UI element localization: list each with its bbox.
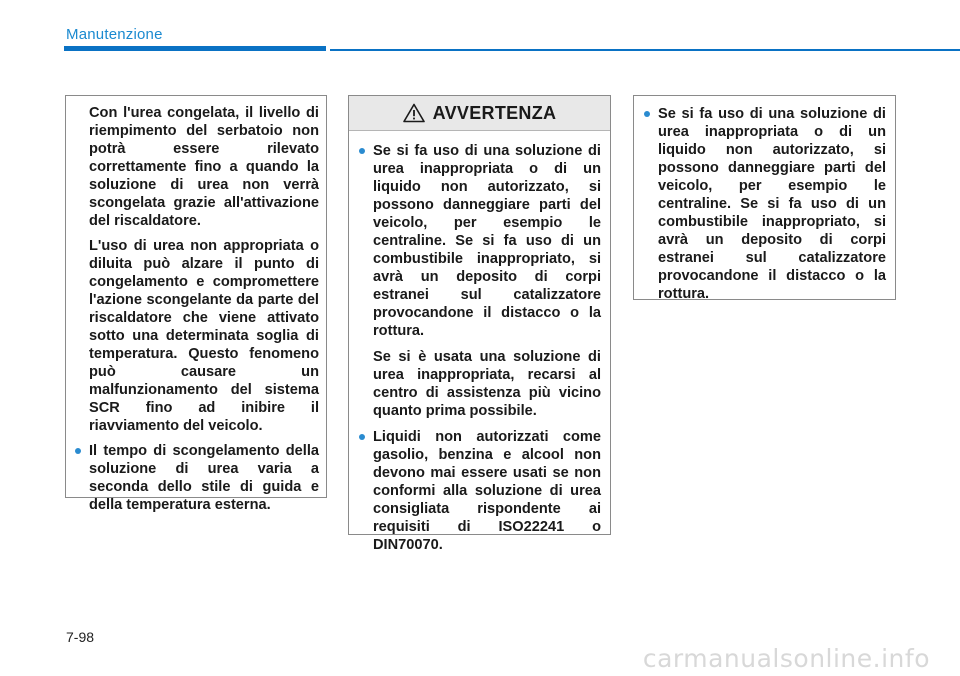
list-item: [644, 105, 886, 303]
header-rule-thick: [64, 46, 326, 51]
bullet-text-service-center: Se si è usata una soluzione di urea inappropriata, recarsi al centro di assistenza più vicino quanto prima possibile.: [373, 349, 601, 419]
bullet-dot-icon: [359, 434, 365, 440]
bullet-text-inappropriate-urea: Se si fa uso di una soluzione di urea inappropriata o di un liquido non autorizzato, si possono danneggiare parti del veicolo, per esempio le centraline. Se si fa uso di un combustibile inappropriato, si avrà un deposito di corpi estranei sul catalizzatore provocandone il distacco o la rottura.: [373, 143, 601, 339]
list-item: [75, 442, 319, 514]
warning-header: [349, 96, 610, 131]
bullet-dot-icon: [359, 148, 365, 154]
warning-triangle-icon: [403, 103, 425, 123]
list-item: [359, 428, 601, 554]
bullet-dot-icon: [644, 111, 650, 117]
paragraph-frozen-urea: Con l'urea congelata, il livello di riempimento del serbatoio non potrà essere rilevato correttamente fino a quando la soluzione di urea non verrà scongelata grazie all'attivazione del riscaldatore.: [89, 105, 319, 229]
section-title: Manutenzione: [66, 26, 163, 43]
warning-title: AVVERTENZA: [432, 102, 557, 123]
watermark: carmanualsonline.info: [642, 644, 930, 673]
warning-box: [348, 95, 611, 553]
page-number: 7-98: [66, 629, 95, 645]
info-box-left: [65, 95, 327, 513]
list-item: [359, 142, 601, 420]
bullet-text-thaw-time: Il tempo di scongelamento della soluzione di urea varia a seconda dello stile di guida e della temperatura esterna.: [89, 443, 319, 513]
bullet-dot-icon: [75, 448, 81, 454]
bullet-text-unauthorized-liquids: Liquidi non autorizzati come gasolio, benzina e alcool non devono mai essere usati se non conformi alla soluzione di urea consigliata rispondente ai requisiti di ISO22241 o DIN70070.: [373, 429, 601, 553]
info-box-right: [633, 95, 896, 300]
bullet-text-inappropriate-urea-repeat: Se si fa uso di una soluzione di urea inappropriata o di un liquido non autorizzato, si possono danneggiare parti del veicolo, per esempio le centraline. Se si fa uso di un combustibile inappropriato, si avrà un deposito di corpi estranei sul catalizzatore provocandone il distacco o la rottura.: [658, 106, 886, 302]
paragraph-diluted-urea: L'uso di urea non appropriata o diluita può alzare il punto di congelamento e compromettere l'azione scongelante da parte del riscaldatore che viene attivato sotto una determinata soglia di temperatura. Questo fenomeno può causare un malfunzionamento del sistema SCR fino ad inibire il riavviamento del veicolo.: [89, 238, 319, 434]
header-rule-thin: [330, 49, 960, 51]
